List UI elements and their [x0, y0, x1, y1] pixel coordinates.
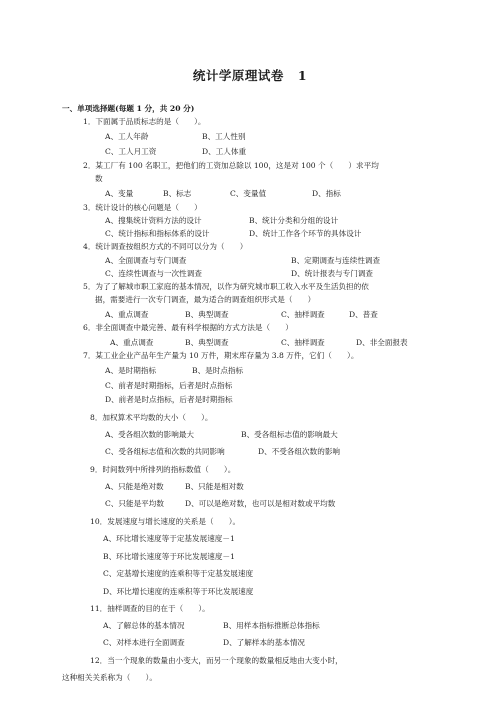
question-4-option-a: A、全面调查与专门调查 — [105, 256, 187, 265]
question-6-option-b: B、典型调查 — [185, 338, 229, 347]
question-6-option-c: C、抽样调查 — [281, 338, 325, 347]
question-7-option-d: D、前者是时点指标，后者是时期指标 — [105, 395, 233, 404]
question-8-stem: 8．加权算术平均数的大小（ ）。 — [90, 413, 213, 422]
question-10-option-a: A、环比增长速度等于定基发展速度－1 — [103, 534, 235, 543]
question-7-stem: 7．某工业企业产品年生产量为 10 万件，期末库存量为 3.8 万件，它们（ ）。 — [83, 351, 359, 360]
question-11-option-a: A、了解总体的基本情况 — [103, 621, 185, 630]
question-10-option-b: B、环比增长速度等于环比发展速度－1 — [103, 552, 235, 561]
question-6-stem: 6．非全面调查中最完善、最有科学根据的方式方法是（ ） — [83, 323, 293, 332]
question-9-stem: 9．时间数列中所排列的指标数值（ ）。 — [90, 465, 236, 474]
question-5-option-c: C、抽样调查 — [281, 310, 325, 319]
exam-title-number: 1 — [297, 68, 308, 83]
section-heading: 一、单项选择题(每题 1 分，共 20 分) — [62, 104, 195, 113]
question-8-option-d: D、不受各组次数的影响 — [258, 447, 341, 456]
question-8-option-c: C、受各组标志值和次数的共同影响 — [105, 447, 225, 456]
question-3-option-a: A、搜集统计资料方法的设计 — [105, 216, 202, 225]
question-10-option-d: D、环比增长速度的连乘积等于环比发展速度 — [103, 587, 254, 596]
question-10-stem: 10．发展速度与增长速度的关系是（ ）。 — [90, 517, 241, 526]
question-9-option-d: D、可以是绝对数，也可以是相对数或平均数 — [185, 499, 336, 508]
question-1-option-b: B、工人性别 — [202, 132, 246, 141]
question-1-option-d: D、工人体重 — [202, 147, 247, 156]
question-5-option-b: B、典型调查 — [185, 310, 229, 319]
question-2-stem-cont: 数 — [95, 174, 103, 183]
question-2-option-b: B、标志 — [163, 189, 192, 198]
question-8-option-b: B、受各组标志值的影响最大 — [241, 430, 338, 439]
question-2-option-a: A、变量 — [105, 189, 134, 198]
question-5-stem: 5．为了了解城市职工家庭的基本情况，以作为研究城市职工收入水平及生活负担的依 — [83, 282, 369, 291]
question-3-option-b: B、统计分类和分组的设计 — [249, 216, 339, 225]
question-6-option-d: D、非全面报表 — [356, 338, 408, 347]
question-11-stem: 11．抽样调查的目的在于（ ）。 — [90, 604, 210, 613]
question-9-option-a: A、只能是绝对数 — [105, 482, 164, 491]
question-9-option-c: C、只能是平均数 — [105, 499, 164, 508]
question-11-option-c: C、对样本进行全面调查 — [103, 638, 185, 647]
question-4-stem: 4．统计调查按组织方式的不同可以分为（ ） — [83, 242, 248, 251]
question-12-stem: 12．当一个现象的数量由小变大，而另一个现象的数量相反地由大变小时， — [90, 656, 343, 665]
question-3-stem: 3．统计设计的核心问题是（ ） — [83, 203, 202, 212]
question-3-option-c: C、统计指标和指标体系的设计 — [105, 229, 210, 238]
question-1-stem: 1．下面属于品质标志的是（ ）。 — [83, 117, 206, 126]
question-5-stem-cont: 据，需要进行一次专门调查，最为适合的调查组织形式是（ ） — [95, 295, 316, 304]
question-11-option-d: D、了解样本的基本情况 — [223, 638, 306, 647]
question-2-stem: 2．某工厂有 100 名职工，把他们的工资加总除以 100，这是对 100 个（ ）求平均 — [83, 161, 379, 170]
question-9-option-b: B、只能是相对数 — [185, 482, 244, 491]
question-8-option-a: A、受各组次数的影响最大 — [105, 430, 195, 439]
exam-title — [0, 66, 500, 84]
question-10-option-c: C、定基增长速度的连乘积等于定基发展速度 — [103, 569, 254, 578]
question-4-option-d: D、统计报表与专门调查 — [291, 269, 374, 278]
question-3-option-d: D、统计工作各个环节的具体设计 — [249, 229, 362, 238]
question-1-option-c: C、工人月工资 — [105, 147, 157, 156]
question-5-option-d: D、普查 — [349, 310, 378, 319]
exam-title-text: 统计学原理试卷 — [192, 68, 284, 83]
question-4-option-c: C、连续性调查与一次性调查 — [105, 269, 202, 278]
question-4-option-b: B、定期调查与连续性调查 — [291, 256, 381, 265]
question-7-option-c: C、前者是时期指标，后者是时点指标 — [105, 381, 233, 390]
question-5-option-a: A、重点调查 — [105, 310, 149, 319]
question-1-option-a: A、工人年龄 — [105, 132, 149, 141]
question-7-option-b: B、是时点指标 — [192, 366, 244, 375]
question-11-option-b: B、用样本指标推断总体指标 — [223, 621, 320, 630]
question-12-stem-cont: 这种相关关系称为（ ）。 — [62, 673, 157, 682]
question-7-option-a: A、是时期指标 — [105, 366, 157, 375]
question-6-option-a: A、重点调查 — [110, 338, 154, 347]
question-2-option-d: D、指标 — [312, 189, 341, 198]
question-2-option-c: C、变量值 — [230, 189, 267, 198]
